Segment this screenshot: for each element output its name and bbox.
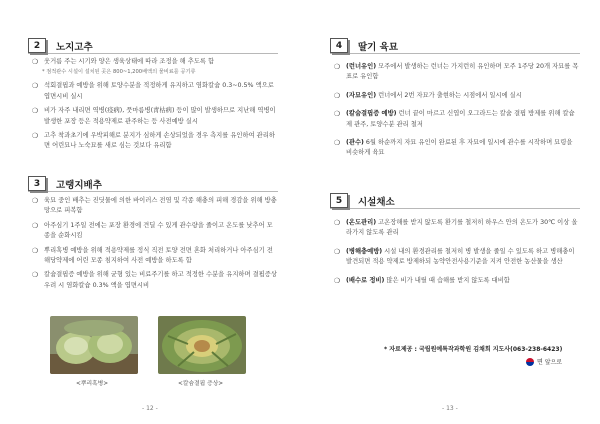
clubroot-photo	[50, 316, 138, 374]
badge-label: 면 앞으로	[537, 359, 563, 366]
section-title: 시설채소	[358, 196, 395, 208]
calcium-deficiency-photo	[158, 316, 246, 374]
strawberry-bullets	[334, 62, 580, 163]
source-credit: * 자료제공 : 국립원예특작과학원 김채희 지도사(063-238-6423)	[384, 346, 563, 353]
section-title: 노지고추	[56, 41, 93, 53]
section-header-strawberry	[330, 38, 580, 54]
next-page-badge	[526, 357, 562, 366]
list-item: ❍ 비가 자주 내리면 역병(疫病), 풋마름병(靑枯病) 등이 많이 발생하므로 지난해 역병이 발생한 포장 등은 적용약제로 관주하는 등 사전예방 실시	[32, 107, 276, 125]
section-header-cabbage	[28, 176, 278, 192]
list-item: ❍ (배수로 정비) 많은 비가 내릴 때 습해를 받지 않도록 대비함	[334, 276, 510, 285]
list-item: ❍ (런너유인) 모주에서 발생하는 런너는 가지런히 유인하며 모주 1주당 20개 자묘를 목표로 유인함	[334, 63, 579, 81]
section-title: 고랭지배추	[56, 179, 102, 191]
list-item: ❍ 석회결핍과 예방을 위해 토양수분을 적정하게 유지하고 염화칼슘 0.3~0.5% 액으로 엽면시비 실시	[32, 82, 274, 100]
section-header-greenhouse	[330, 193, 580, 209]
pepper-bullets	[32, 57, 278, 156]
list-item: ❍ 고추 착과초기에 우박피해로 분지가 심하게 손상되었을 경우 측지를 유인하여 관리하면 어린묘나 노숙묘를 새로 심는 것보다 유리함	[32, 132, 275, 150]
list-item: ❍ 육묘 중인 배추는 진딧물에 의한 바이러스 전염 및 각종 해충의 피해 경감을 위해 방충망으로 피복함	[32, 197, 277, 215]
right-page	[300, 0, 600, 424]
list-item: ❍ 뿌리혹병 예방을 위해 적용약제를 정식 직전 토양 전면 혼화 처리하거나 아주심기 전 해당약제에 어린 모종 침지하여 사전 예방을 하도록 함	[32, 246, 273, 265]
list-item: ❍ (온도관리) 고온장해를 받지 않도록 환기를 철저히 하우스 안의 온도가 30℃ 이상 올라가지 않도록 관리	[334, 219, 578, 237]
photo-caption: <칼슘결핍 증상>	[178, 381, 224, 387]
cabbage-bullets	[32, 196, 278, 295]
list-item: ❍ (병해충예방) 시설 내의 환경관리를 철저히 병 발생을 줄일 수 있도록 하고 병해충이 발견되면 적용 약제로 방제하되 농약안전사용기준을 지켜 안전한 농산물을 생산	[334, 247, 575, 266]
section-header-pepper	[28, 38, 278, 54]
footnote: * 점적관수 시설이 설치된 곳은 800~1,200배액의 물비료를 공기류	[42, 69, 196, 76]
list-item: ❍ 아주심기 1주일 전에는 포장 환경에 견딜 수 있게 관수량을 줄이고 온도를 낮추어 모종을 순화시킴	[32, 221, 273, 240]
list-item: ❍ 웃거름 주는 시기와 양은 생육상태에 따라 조정을 해 추도록 함	[32, 58, 215, 66]
list-item: ❍ 칼슘결핍증 예방을 위해 균형 있는 비료주기를 하고 적정한 수분을 유지하며 결핍증상 우려 시 염화칼슘 0.3% 액을 엽면시비	[32, 271, 277, 289]
taegeuk-icon	[526, 358, 534, 366]
section-number: 5	[330, 193, 348, 208]
list-item: ❍ (자묘유인) 런너에서 2번 자묘가 출현하는 시점에서 일시에 실시	[334, 91, 522, 100]
photo-caption: <뿌리혹병>	[76, 381, 109, 387]
list-item: ❍ (관수) 6월 하순까지 자묘 유인이 완료된 후 자묘에 일시에 관수를 시작하며 묘령을 비슷하게 육묘	[334, 139, 573, 157]
greenhouse-bullets	[334, 218, 580, 290]
page-number: - 12 -	[142, 405, 158, 412]
page-number: - 13 -	[442, 405, 458, 412]
section-number: 2	[28, 38, 46, 53]
section-number: 4	[330, 38, 348, 53]
section-title: 딸기 육묘	[358, 41, 399, 53]
section-number: 3	[28, 176, 46, 191]
list-item: ❍ (칼슘결핍증 예방) 런너 끝이 마르고 신엽이 오그라드는 칼슘 결핍 방제를 위해 칼슘제 관주, 토양수분 관리 철저	[334, 110, 575, 128]
